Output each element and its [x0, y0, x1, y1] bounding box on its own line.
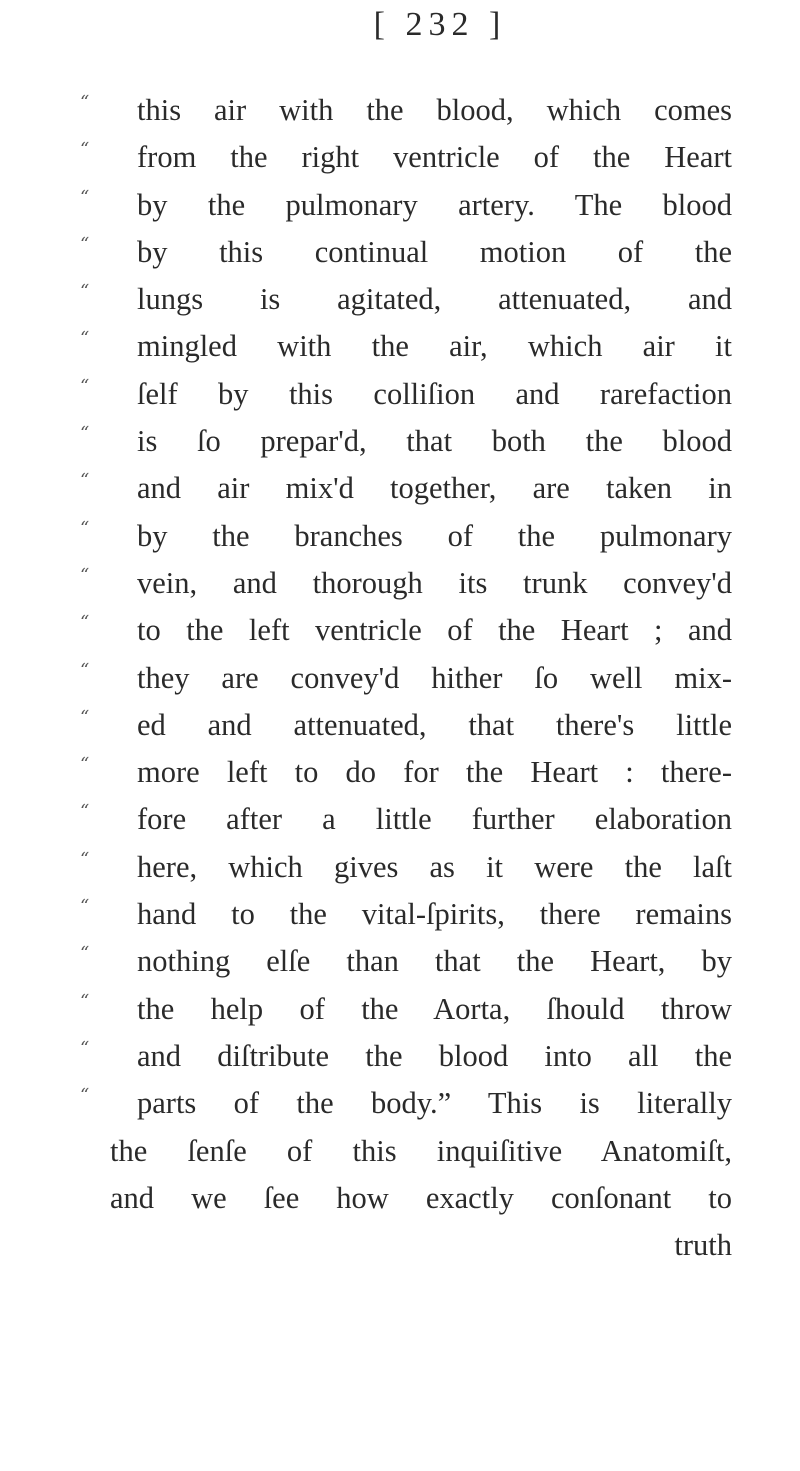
line-text: is ſo prepar'd, that both the blood [137, 424, 732, 459]
quote-mark: “ [80, 328, 90, 350]
line-text: hand to the vital-ſpirits, there remains [137, 897, 732, 932]
text-line [0, 1178, 800, 1225]
text-line [0, 894, 800, 941]
quote-mark: “ [80, 92, 90, 113]
quote-mark: “ [80, 754, 90, 776]
line-text: nothing elſe than that the Heart, by [137, 944, 732, 979]
text-line [0, 941, 800, 988]
line-text: mingled with the air, which air it [137, 329, 732, 364]
quote-mark: “ [80, 659, 90, 681]
line-text: the help of the Aorta, ſhould throw [137, 991, 732, 1026]
text-line [0, 658, 800, 705]
line-text: vein, and thorough its trunk convey'd [137, 565, 732, 600]
text-line [0, 279, 800, 326]
text-line [0, 563, 800, 610]
text-line [0, 1225, 800, 1272]
line-text: more left to do for the Heart : there- [137, 755, 732, 790]
line-text: from the right ventricle of the Heart [137, 140, 732, 175]
quote-mark: “ [80, 1085, 90, 1107]
line-text: ed and attenuated, that there's little [137, 707, 732, 742]
line-text: fore after a little further elaboration [137, 802, 732, 837]
line-text: here, which gives as it were the laſt [137, 849, 732, 884]
quote-mark: “ [80, 564, 90, 586]
text-line [0, 799, 800, 846]
text-line [0, 1036, 800, 1083]
quote-mark: “ [80, 1037, 90, 1059]
text-line [0, 374, 800, 421]
page-number: [ 232 ] [373, 6, 507, 43]
text-line [0, 752, 800, 799]
text-line [0, 468, 800, 515]
line-text: and we ſee how exactly conſonant to [110, 1180, 732, 1215]
line-text: and air mix'd together, are taken in [137, 471, 732, 506]
line-text: and diſtribute the blood into all the [137, 1038, 732, 1073]
text-line [0, 610, 800, 657]
quote-mark: “ [80, 139, 90, 161]
quote-mark: “ [80, 896, 90, 918]
quote-mark: “ [80, 281, 90, 303]
quote-mark: “ [80, 706, 90, 728]
line-text: to the left ventricle of the Heart ; and [137, 613, 732, 648]
text-line [0, 989, 800, 1036]
text-line [0, 326, 800, 373]
quote-mark: “ [80, 186, 90, 208]
text-line [0, 705, 800, 752]
body-text [0, 90, 800, 1272]
quote-mark: “ [80, 470, 90, 492]
text-line [0, 137, 800, 184]
quote-mark: “ [80, 233, 90, 255]
line-text: lungs is agitated, attenuated, and [137, 282, 732, 317]
line-text: ſelf by this colliſion and rarefaction [137, 376, 732, 411]
quote-mark: “ [80, 990, 90, 1012]
text-line [0, 421, 800, 468]
line-text: they are convey'd hither ſo well mix- [137, 660, 732, 695]
line-text: by this continual motion of the [137, 234, 732, 269]
line-text: this air with the blood, which comes [137, 93, 732, 127]
text-line [0, 516, 800, 563]
catchword: truth [674, 1228, 732, 1263]
line-text: the ſenſe of this inquiſitive Anatomiſt, [110, 1133, 732, 1168]
text-line [0, 232, 800, 279]
line-text: by the branches of the pulmonary [137, 518, 732, 553]
quote-mark: “ [80, 848, 90, 870]
quote-mark: “ [80, 517, 90, 539]
quote-mark: “ [80, 375, 90, 397]
text-line [0, 847, 800, 894]
quote-mark: “ [80, 801, 90, 823]
text-line [0, 185, 800, 232]
text-line [0, 90, 800, 137]
quote-mark: “ [80, 612, 90, 634]
line-text: parts of the body.” This is literally [137, 1086, 732, 1121]
text-line [0, 1083, 800, 1130]
line-text: by the pulmonary artery. The blood [137, 187, 732, 222]
quote-mark: “ [80, 943, 90, 965]
quote-mark: “ [80, 423, 90, 445]
text-line [0, 1131, 800, 1178]
